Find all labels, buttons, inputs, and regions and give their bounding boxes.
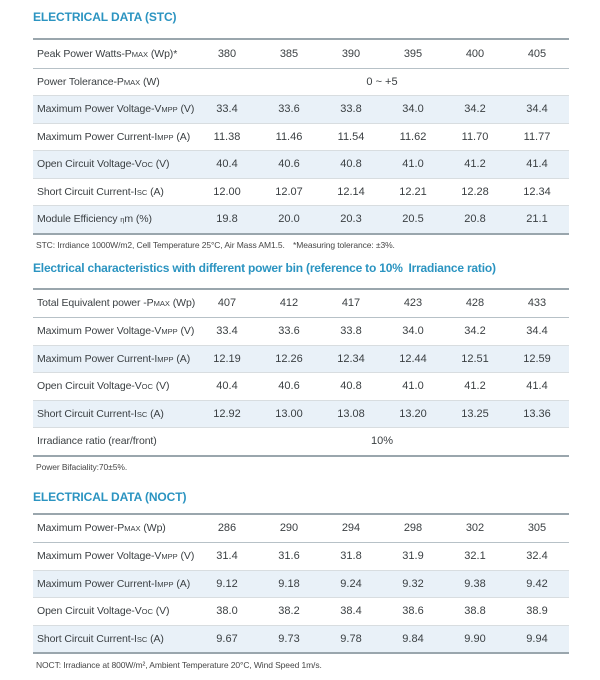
value-cell: 12.14 xyxy=(337,185,365,198)
value-cell: 11.70 xyxy=(461,130,489,143)
value-cell: 305 xyxy=(527,522,547,535)
value-cell: 11.77 xyxy=(523,130,551,143)
row-label-part: MAX xyxy=(131,49,149,59)
value-cell: 12.51 xyxy=(461,352,489,365)
row-label-part: Short Circuit Current-I xyxy=(37,185,137,198)
value-cell: 290 xyxy=(279,522,299,535)
row-label xyxy=(33,158,196,170)
table-row xyxy=(33,68,569,96)
row-label xyxy=(33,48,196,60)
value-cell: 34.0 xyxy=(402,325,424,338)
section-electrical-data-stc xyxy=(33,10,569,250)
value-cell: 385 xyxy=(279,47,299,60)
table-row xyxy=(33,317,569,345)
row-label-part: m (%) xyxy=(124,213,152,226)
value-cell: 9.24 xyxy=(340,577,362,590)
value-cell: 390 xyxy=(341,47,361,60)
footnote-stc: STC: Irrdiance 1000W/m2, Cell Temperature 25°C, Air Mass AM1.5. *Measuring tolerance: ±3%. xyxy=(36,239,395,250)
value-cell: 298 xyxy=(403,522,423,535)
value-cell: 433 xyxy=(527,297,547,310)
row-label-part: (V) xyxy=(152,605,170,618)
row-label xyxy=(33,605,196,617)
table-row xyxy=(33,290,569,318)
row-label-part: Open Circuit Voltage-V xyxy=(37,158,142,171)
value-cell: 20.0 xyxy=(278,213,300,226)
row-label-part: (A) xyxy=(173,352,191,365)
row-label-part: (A) xyxy=(147,632,164,645)
value-cell: 33.4 xyxy=(216,103,238,116)
value-cell: 13.25 xyxy=(461,407,489,420)
value-cell: 34.4 xyxy=(526,325,548,338)
row-label-part: Maximum Power Current-I xyxy=(37,130,158,143)
value-cell: 12.92 xyxy=(213,407,241,420)
table-row xyxy=(33,570,569,598)
value-cell: 380 xyxy=(217,47,237,60)
value-cell: 428 xyxy=(465,297,485,310)
value-cell: 40.8 xyxy=(340,158,362,171)
row-label-part: (V) xyxy=(177,550,195,563)
row-label-part: Open Circuit Voltage-V xyxy=(37,605,142,618)
table-row xyxy=(33,205,569,233)
row-label-part: (V) xyxy=(177,103,195,116)
row-label-part: (A) xyxy=(147,407,164,420)
value-cell: 40.8 xyxy=(340,380,362,393)
value-cell: 20.8 xyxy=(464,213,486,226)
row-label xyxy=(33,522,196,534)
value-cell: 13.08 xyxy=(337,407,365,420)
value-cell: 20.3 xyxy=(340,213,362,226)
value-cell: 9.38 xyxy=(464,577,486,590)
value-cell: 40.6 xyxy=(278,380,300,393)
section-title-noct: ELECTRICAL DATA (NOCT) xyxy=(33,489,187,504)
table-row xyxy=(33,400,569,428)
row-label xyxy=(33,186,196,198)
value-cell: 417 xyxy=(341,297,361,310)
value-cell: 33.6 xyxy=(278,103,300,116)
row-label-part: MPP xyxy=(157,354,174,364)
row-label-part: MAX xyxy=(123,77,141,87)
table-row xyxy=(33,372,569,400)
row-label-part: MPP xyxy=(157,579,174,589)
value-cell: 9.67 xyxy=(216,632,238,645)
value-cell: 12.19 xyxy=(213,352,241,365)
row-label xyxy=(33,408,196,420)
row-label-part: Maximum Power Voltage-V xyxy=(37,550,162,563)
row-label-part: MPP xyxy=(161,552,178,562)
table-row xyxy=(33,150,569,178)
row-label-part: (A) xyxy=(173,130,191,143)
row-label xyxy=(33,435,196,447)
row-label xyxy=(33,578,196,590)
row-label-part: Irradiance ratio (rear/front) xyxy=(37,435,157,448)
value-cell: 395 xyxy=(403,47,423,60)
table-row xyxy=(33,427,569,455)
value-cell: 11.38 xyxy=(213,130,241,143)
table-row xyxy=(33,515,569,543)
value-cell: 40.4 xyxy=(216,158,238,171)
row-label-part: η xyxy=(120,215,125,225)
row-label-part: OC xyxy=(141,160,153,170)
row-label-part: (V) xyxy=(152,380,170,393)
value-cell: 9.84 xyxy=(402,632,424,645)
value-cell: 32.1 xyxy=(464,550,486,563)
value-cell: 34.0 xyxy=(402,103,424,116)
value-cell: 9.73 xyxy=(278,632,300,645)
value-cell: 12.28 xyxy=(461,185,489,198)
value-cell: 20.5 xyxy=(402,213,424,226)
value-cell: 38.4 xyxy=(340,605,362,618)
section-title-stc: ELECTRICAL DATA (STC) xyxy=(33,10,177,24)
table-row xyxy=(33,597,569,625)
value-cell: 412 xyxy=(279,297,299,310)
row-label-part: Maximum Power Voltage-V xyxy=(37,325,162,338)
value-cell: 38.2 xyxy=(278,605,300,618)
row-label-part: MAX xyxy=(153,299,170,309)
value-cell: 11.62 xyxy=(399,130,427,143)
value-cell: 38.0 xyxy=(216,605,238,618)
value-cell: 286 xyxy=(217,522,237,535)
row-label xyxy=(33,633,196,645)
value-cell: 13.36 xyxy=(523,407,551,420)
row-label-part: OC xyxy=(141,382,153,392)
row-label-part: MPP xyxy=(161,327,178,337)
table-row xyxy=(33,345,569,373)
value-cell: 31.9 xyxy=(402,550,424,563)
value-cell: 12.44 xyxy=(399,352,427,365)
value-cell: 41.2 xyxy=(464,158,486,171)
noct-table xyxy=(33,513,569,655)
row-label-part: Short Circuit Current-I xyxy=(37,632,137,645)
row-label-part: Short Circuit Current-I xyxy=(37,407,137,420)
value-cell: 12.07 xyxy=(275,185,303,198)
row-label xyxy=(33,297,196,309)
row-label-part: (V) xyxy=(177,325,195,338)
value-cell: 31.8 xyxy=(340,550,362,563)
row-label-part: Power Tolerance-P xyxy=(37,75,124,88)
value-cell: 31.6 xyxy=(278,550,300,563)
row-label-part: Module Efficiency xyxy=(37,213,121,226)
row-label xyxy=(33,550,196,562)
value-cell: 33.8 xyxy=(340,325,362,338)
value-cell: 19.8 xyxy=(216,213,238,226)
power-bin-table xyxy=(33,288,569,457)
row-label-part: (Wp) xyxy=(169,297,196,310)
row-label xyxy=(33,131,196,143)
value-cell: 12.00 xyxy=(213,185,241,198)
row-label-part: (A) xyxy=(147,185,164,198)
value-cell: 32.4 xyxy=(526,550,548,563)
value-cell: 40.4 xyxy=(216,380,238,393)
row-label-part: (Wp) xyxy=(140,522,166,535)
value-cell: 34.2 xyxy=(464,325,486,338)
footnote-bifaciality: Power Bifaciality:70±5%. xyxy=(36,461,128,472)
span-value-cell: 0 ~ +5 xyxy=(366,75,398,88)
value-cell: 34.4 xyxy=(526,103,548,116)
value-cell: 11.54 xyxy=(337,130,365,143)
table-row xyxy=(33,40,569,68)
value-cell: 9.32 xyxy=(402,577,424,590)
value-cell: 400 xyxy=(465,47,485,60)
row-label xyxy=(33,353,196,365)
table-row xyxy=(33,95,569,123)
value-cell: 13.00 xyxy=(275,407,303,420)
value-cell: 41.0 xyxy=(402,380,424,393)
value-cell: 41.0 xyxy=(402,158,424,171)
table-row xyxy=(33,123,569,151)
value-cell: 33.8 xyxy=(340,103,362,116)
row-label-part: Maximum Power-P xyxy=(37,522,125,535)
row-label xyxy=(33,103,196,115)
table-row xyxy=(33,178,569,206)
value-cell: 9.78 xyxy=(340,632,362,645)
value-cell: 9.12 xyxy=(216,577,238,590)
value-cell: 407 xyxy=(217,297,237,310)
row-label-part: Open Circuit Voltage-V xyxy=(37,380,142,393)
value-cell: 41.4 xyxy=(526,158,548,171)
footnote-noct: NOCT: Irradiance at 800W/m², Ambient Temperature 20°C, Wind Speed 1m/s. xyxy=(36,660,322,670)
value-cell: 405 xyxy=(527,47,547,60)
value-cell: 41.2 xyxy=(464,380,486,393)
row-label-part: (W) xyxy=(140,75,160,88)
row-label-part: (V) xyxy=(152,158,170,171)
section-electrical-data-noct xyxy=(33,490,569,671)
row-label xyxy=(33,380,196,392)
row-label xyxy=(33,213,196,225)
row-label xyxy=(33,76,196,88)
section-title-power-bin: Electrical characteristics with different power bin (reference to 10% Irradiance ratio) xyxy=(33,260,496,275)
row-label-part: Total Equivalent power -P xyxy=(37,297,154,310)
value-cell: 21.1 xyxy=(526,213,548,226)
row-label-part: OC xyxy=(141,607,153,617)
stc-table xyxy=(33,38,569,235)
value-cell: 423 xyxy=(403,297,423,310)
value-cell: 38.6 xyxy=(402,605,424,618)
value-cell: 294 xyxy=(341,522,361,535)
value-cell: 12.59 xyxy=(523,352,551,365)
value-cell: 302 xyxy=(465,522,485,535)
value-cell: 12.34 xyxy=(523,185,551,198)
value-cell: 9.42 xyxy=(526,577,548,590)
value-cell: 12.26 xyxy=(275,352,303,365)
table-row xyxy=(33,625,569,653)
row-label-part: SC xyxy=(136,409,148,419)
value-cell: 13.20 xyxy=(399,407,427,420)
section-power-bin xyxy=(33,260,569,472)
row-label-part: Maximum Power Voltage-V xyxy=(37,103,162,116)
table-row xyxy=(33,542,569,570)
value-cell: 38.9 xyxy=(526,605,548,618)
value-cell: 11.46 xyxy=(275,130,303,143)
value-cell: 9.94 xyxy=(526,632,548,645)
value-cell: 9.18 xyxy=(278,577,300,590)
row-label-part: MPP xyxy=(161,105,178,115)
value-cell: 31.4 xyxy=(216,550,238,563)
value-cell: 12.21 xyxy=(399,185,427,198)
value-cell: 38.8 xyxy=(464,605,486,618)
row-label-part: (Wp)* xyxy=(148,47,178,60)
row-label-part: Maximum Power Current-I xyxy=(37,577,158,590)
value-cell: 33.6 xyxy=(278,325,300,338)
value-cell: 40.6 xyxy=(278,158,300,171)
row-label-part: MAX xyxy=(124,524,141,534)
span-value-cell: 10% xyxy=(370,435,394,448)
row-label-part: Peak Power Watts-P xyxy=(37,47,132,60)
value-cell: 33.4 xyxy=(216,325,238,338)
value-cell: 34.2 xyxy=(464,103,486,116)
value-cell: 41.4 xyxy=(526,380,548,393)
value-cell: 9.90 xyxy=(464,632,486,645)
row-label-part: SC xyxy=(136,634,148,644)
row-label xyxy=(33,325,196,337)
row-label-part: (A) xyxy=(173,577,191,590)
row-label-part: MPP xyxy=(157,132,174,142)
value-cell: 12.34 xyxy=(337,352,365,365)
row-label-part: SC xyxy=(136,187,148,197)
row-label-part: Maximum Power Current-I xyxy=(37,352,158,365)
